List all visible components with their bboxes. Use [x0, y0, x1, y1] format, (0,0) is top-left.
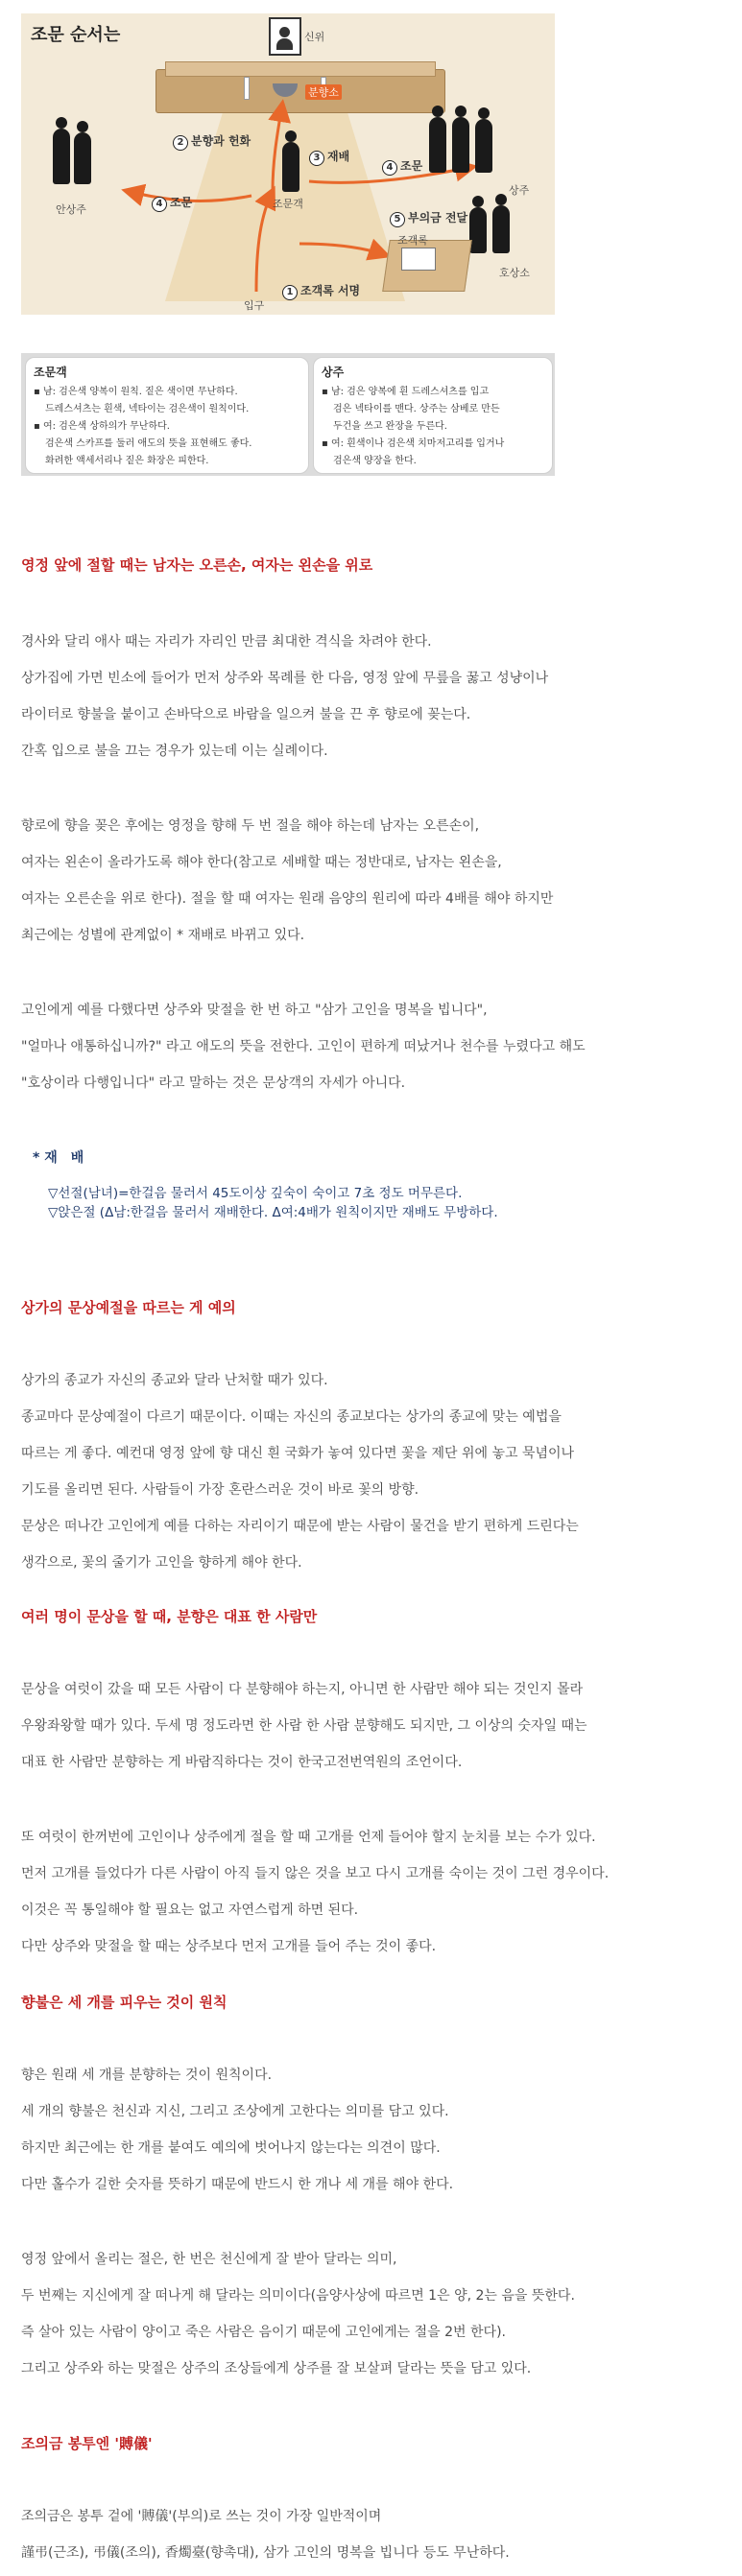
dress-host-line: 두건을 쓰고 완장을 두른다. [333, 421, 447, 432]
paragraph-line: 문상을 여럿이 갔을 때 모든 사람이 다 분향해야 하는지, 아니면 한 사람만 해야 되는 것인지 몰라 [21, 1682, 584, 1697]
paragraph-line: 경사와 달리 애사 때는 자리가 자리인 만큼 최대한 격식을 차려야 한다. [21, 634, 432, 650]
paragraph-line: 그리고 상주와 하는 맞절은 상주의 조상들에게 상주를 잘 보살펴 달라는 뜻을 담고 있다. [21, 2361, 532, 2376]
heading-envelope: 조의금 봉투엔 '賻儀' [21, 2435, 153, 2452]
reception-label: 호상소 [499, 267, 530, 279]
step-1: 1 조객록 서명 [282, 282, 360, 300]
chief-mourner-left-2 [74, 132, 91, 184]
arrow-entrance [256, 191, 273, 292]
note-title: * 재 배 [33, 1150, 84, 1166]
dress-host-line: ▪ 남: 검은 양복에 흰 드레스셔츠를 입고 [322, 387, 490, 397]
paragraph-line: 대표 한 사람만 분향하는 게 바람직하다는 것이 한국고전번역원의 조언이다. [21, 1755, 463, 1770]
paragraph-line: 영정 앞에서 올리는 절은, 한 번은 천신에게 잘 받아 달라는 의미, [21, 2252, 397, 2267]
paragraph-line: "호상이라 다행입니다" 라고 말하는 것은 문상객의 자세가 아니다. [21, 1075, 406, 1091]
heading-religion: 상가의 문상예절을 따르는 게 예의 [21, 1299, 236, 1316]
paragraph-line: 여자는 오른손을 위로 한다). 절을 할 때 여자는 원래 음양의 원리에 따라 4배를 해야 하지만 [21, 891, 554, 907]
chief-mourner-right-3 [475, 119, 492, 173]
paragraph-line: 謹弔(근조), 弔儀(조의), 香燭臺(향촉대), 삼가 고인의 명복을 빕니다 등도 무난하다. [21, 2545, 510, 2561]
dress-guest-line: 검은색 스카프를 둘러 애도의 뜻을 표현해도 좋다. [45, 438, 252, 449]
funeral-order-diagram [21, 13, 555, 315]
incense-label: 분향소 [305, 84, 342, 100]
paragraph-line: 조의금은 봉투 겉에 '賻儀'(부의)로 쓰는 것이 가장 일반적이며 [21, 2509, 382, 2524]
reception-person-1 [469, 207, 487, 253]
paragraph-line: 상가집에 가면 빈소에 들어가 먼저 상주와 목례를 한 다음, 영정 앞에 무릎을 꿇고 성냥이나 [21, 671, 549, 686]
dress-guest-box [25, 357, 309, 474]
step-3: 3 재배 [309, 148, 349, 166]
step-4-right: 4 조문 [382, 157, 422, 176]
entrance-label: 입구 [244, 299, 265, 312]
paragraph-line: 세 개의 향불은 천신과 지신, 그리고 조상에게 고한다는 의미를 담고 있다. [21, 2104, 449, 2119]
paragraph-line: 최근에는 성별에 관계없이 * 재배로 바뀌고 있다. [21, 928, 305, 943]
note-line: ▽앉은절 (Δ남:한걸음 물러서 재배한다. Δ여:4배가 원칙이지만 재배도 무방하다. [48, 1205, 498, 1220]
chief-mourner-left-label: 안상주 [56, 203, 86, 216]
heading-incense: 향불은 세 개를 피우는 것이 원칙 [21, 1994, 227, 2011]
paragraph-line: 따르는 게 좋다. 예컨대 영정 앞에 향 대신 흰 국화가 놓여 있다면 꽃을 제단 위에 놓고 묵념이나 [21, 1446, 575, 1461]
paragraph-line: 라이터로 향불을 붙이고 손바닥으로 바람을 일으켜 불을 끈 후 향로에 꽂는다. [21, 707, 471, 722]
paragraph-line: 다만 상주와 맞절을 할 때는 상주보다 먼저 고개를 들어 주는 것이 좋다. [21, 1939, 437, 1954]
heading-bow: 영정 앞에 절할 때는 남자는 오른손, 여자는 왼손을 위로 [21, 556, 373, 574]
paragraph-line: 문상은 떠나간 고인에게 예를 다하는 자리이기 때문에 받는 사람이 물건을 받기 편하게 드린다는 [21, 1519, 579, 1534]
guestbook [401, 248, 436, 271]
step-5: 5 부의금 전달 [390, 209, 467, 227]
chief-mourner-right-label: 상주 [509, 184, 530, 197]
dress-code-panel [21, 353, 555, 476]
chief-mourner-left-1 [53, 129, 70, 184]
paragraph-line: 여자는 왼손이 올라가도록 해야 한다(참고로 세배할 때는 정반대로, 남자는 왼손을, [21, 855, 502, 870]
paragraph-line: 향로에 향을 꽂은 후에는 영정을 향해 두 번 절을 해야 하는데 남자는 오른손이, [21, 818, 480, 834]
arrow-exit [299, 244, 386, 255]
mourner-label: 조문객 [273, 198, 303, 210]
heading-group: 여러 명이 문상을 할 때, 분향은 대표 한 사람만 [21, 1608, 318, 1625]
dress-guest-line: ▪ 남: 검은색 양복이 원칙. 짙은 색이면 무난하다. [34, 387, 238, 397]
dress-guest-line: 화려한 액세서리나 짙은 화장은 피한다. [45, 456, 209, 466]
paragraph-line: 우왕좌왕할 때가 있다. 두세 명 정도라면 한 사람 한 사람 분향해도 되지만, 그 이상의 숫자일 때는 [21, 1718, 587, 1734]
paragraph-line: 상가의 종교가 자신의 종교와 달라 난처할 때가 있다. [21, 1373, 328, 1388]
paragraph-line: 고인에게 예를 다했다면 상주와 맞절을 한 번 하고 "삼가 고인을 명복을 빕니다", [21, 1003, 488, 1018]
dress-host-title: 상주 [322, 366, 345, 379]
step-2: 2 분향과 헌화 [173, 132, 251, 151]
dress-host-box [313, 357, 553, 474]
paragraph-line: 두 번째는 지신에게 잘 떠나게 해 달라는 의미이다(음양사상에 따르면 1은 양, 2는 음을 뜻한다. [21, 2288, 575, 2304]
guestbook-label: 조객록 [397, 234, 428, 247]
dress-host-line: 검은색 양장을 한다. [333, 456, 417, 466]
step-4-left: 4 조문 [152, 194, 192, 212]
chief-mourner-right-2 [452, 117, 469, 173]
paragraph-line: 생각으로, 꽃의 줄기가 고인을 향하게 해야 한다. [21, 1555, 302, 1571]
dress-guest-line: ▪ 여: 검은색 상하의가 무난하다. [34, 421, 170, 432]
mourner-figure [282, 142, 299, 192]
diagram-title: 조문 순서는 [31, 25, 121, 45]
dress-guest-title: 조문객 [34, 366, 67, 379]
paragraph-line: 이것은 꼭 통일해야 할 필요는 없고 자연스럽게 하면 된다. [21, 1902, 359, 1918]
paragraph-line: 하지만 최근에는 한 개를 붙여도 예의에 벗어나지 않는다는 의견이 많다. [21, 2140, 441, 2156]
reception-person-2 [492, 205, 510, 253]
paragraph-line: 또 여럿이 한꺼번에 고인이나 상주에게 절을 할 때 고개를 언제 들어야 할지 눈치를 보는 수가 있다. [21, 1830, 596, 1845]
dress-guest-line: 드레스셔츠는 흰색, 넥타이는 검은색이 원칙이다. [45, 404, 250, 414]
chief-mourner-right-1 [429, 117, 446, 173]
note-line: ▽선절(남녀)=한걸음 물러서 45도이상 깊숙이 숙이고 7초 정도 머무른다. [48, 1186, 463, 1201]
dress-host-line: ▪ 여: 흰색이나 검은색 치마저고리를 입거나 [322, 438, 505, 449]
dress-host-line: 검은 넥타이를 맨다. 상주는 삼베로 만든 [333, 404, 500, 414]
arrow-to-altar [273, 105, 282, 191]
paragraph-line: 종교마다 문상예절이 다르기 때문이다. 이때는 자신의 종교보다는 상가의 종교에 맞는 예법을 [21, 1409, 562, 1425]
paragraph-line: 즉 살아 있는 사람이 양이고 죽은 사람은 음이기 때문에 고인에게는 절을 2번 한다). [21, 2325, 506, 2340]
paragraph-line: 먼저 고개를 들었다가 다른 사람이 아직 들지 않은 것을 보고 다시 고개를 숙이는 것이 그런 경우이다. [21, 1866, 610, 1881]
paragraph-line: 간혹 입으로 불을 끄는 경우가 있는데 이는 실례이다. [21, 744, 328, 759]
paragraph-line: "얼마나 애통하십니까?" 라고 애도의 뜻을 전한다. 고인이 편하게 떠났거나 천수를 누렸다고 해도 [21, 1039, 586, 1054]
paragraph-line: 기도를 올리면 된다. 사람들이 가장 혼란스러운 것이 바로 꽃의 방향. [21, 1482, 419, 1498]
paragraph-line: 다만 홀수가 길한 숫자를 뜻하기 때문에 반드시 한 개나 세 개를 해야 한다. [21, 2177, 454, 2192]
altar-label: 신위 [304, 31, 325, 43]
paragraph-line: 향은 원래 세 개를 분향하는 것이 원칙이다. [21, 2068, 273, 2083]
